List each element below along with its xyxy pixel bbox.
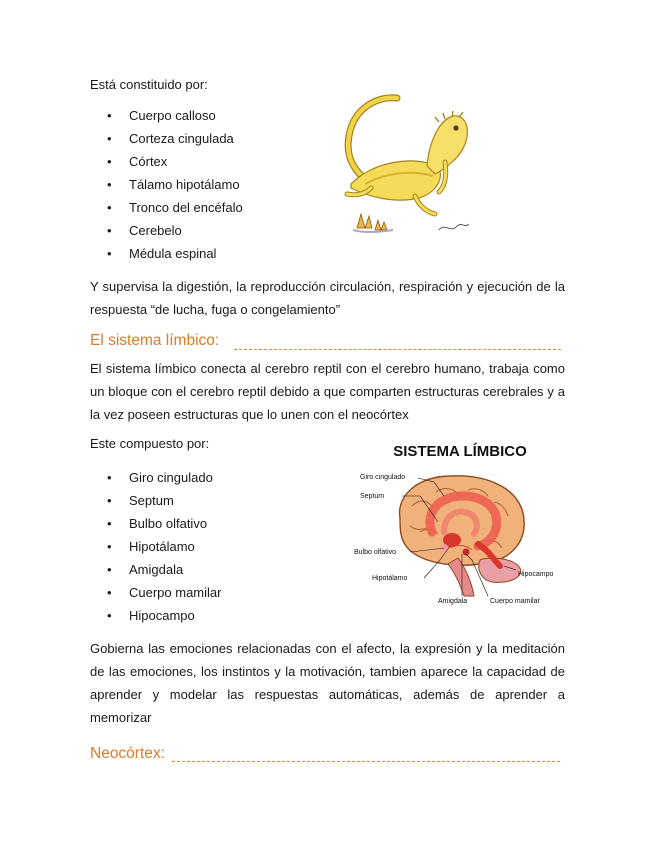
list-item: • Septum <box>90 489 221 512</box>
limbic-description: El sistema límbico conecta al cerebro reptil con el cerebro humano, trabaja como un bloque con el cerebro reptil debido a que comparten estructuras cerebrales y a la vez poseen estructuras que lo unen con el neocórtex <box>90 361 565 422</box>
label-cuerpo-mamilar: Cuerpo mamilar <box>490 598 540 605</box>
label-giro-cingulado: Giro cingulado <box>360 474 406 481</box>
limbic-summary: Gobierna las emociones relacionadas con el afecto, la expresión y la meditación de las emociones, los instintos y la motivación, tambien aparece la capacidad de aprender y modelar las respuestas automáticas, además de aprender a memorizar <box>90 641 565 725</box>
heading-underline <box>172 761 560 762</box>
list-item: • Cuerpo mamilar <box>90 581 221 604</box>
reptilian-structures-list <box>90 104 243 265</box>
lizard-illustration <box>335 92 475 244</box>
list-item: • Cuerpo calloso <box>90 104 243 127</box>
list-item: • Amigdala <box>90 558 221 581</box>
figure-title: SISTEMA LÍMBICO <box>393 443 527 460</box>
label-hipocampo: Hipocampo <box>518 571 554 578</box>
list-item: • Córtex <box>90 150 243 173</box>
reptilian-summary: Y supervisa la digestión, la reproducción circulación, respiración y ejecución de la respuesta “de lucha, fuga o congelamiento” <box>90 279 565 317</box>
list-item: • Tronco del encéfalo <box>90 196 243 219</box>
list-item: • Corteza cingulada <box>90 127 243 150</box>
list-item: • Hipotálamo <box>90 535 221 558</box>
label-amigdala: Amigdala <box>438 598 468 605</box>
list-item: • Cerebelo <box>90 219 243 242</box>
list-item: • Hipocampo <box>90 604 221 627</box>
brain-cortex <box>400 476 525 565</box>
heading-underline <box>234 349 561 350</box>
limbic-heading: El sistema límbico: <box>90 332 220 349</box>
list-item: • Tálamo hipotálamo <box>90 173 243 196</box>
label-septum: Septum <box>360 493 385 500</box>
label-hipotalamo: Hipotálamo <box>372 575 408 582</box>
list-item: • Bulbo olfativo <box>90 512 221 535</box>
label-bulbo-olfativo: Bulbo olfativo <box>354 549 397 556</box>
limbic-system-figure <box>340 436 570 611</box>
list-item: • Giro cingulado <box>90 466 221 489</box>
neocortex-heading: Neocórtex: <box>90 745 165 762</box>
list-item: • Médula espinal <box>90 242 243 265</box>
limbic-structures-list <box>90 466 221 627</box>
limbic-intro: Este compuesto por: <box>90 436 210 451</box>
reptilian-intro: Está constituido por: <box>90 77 208 92</box>
